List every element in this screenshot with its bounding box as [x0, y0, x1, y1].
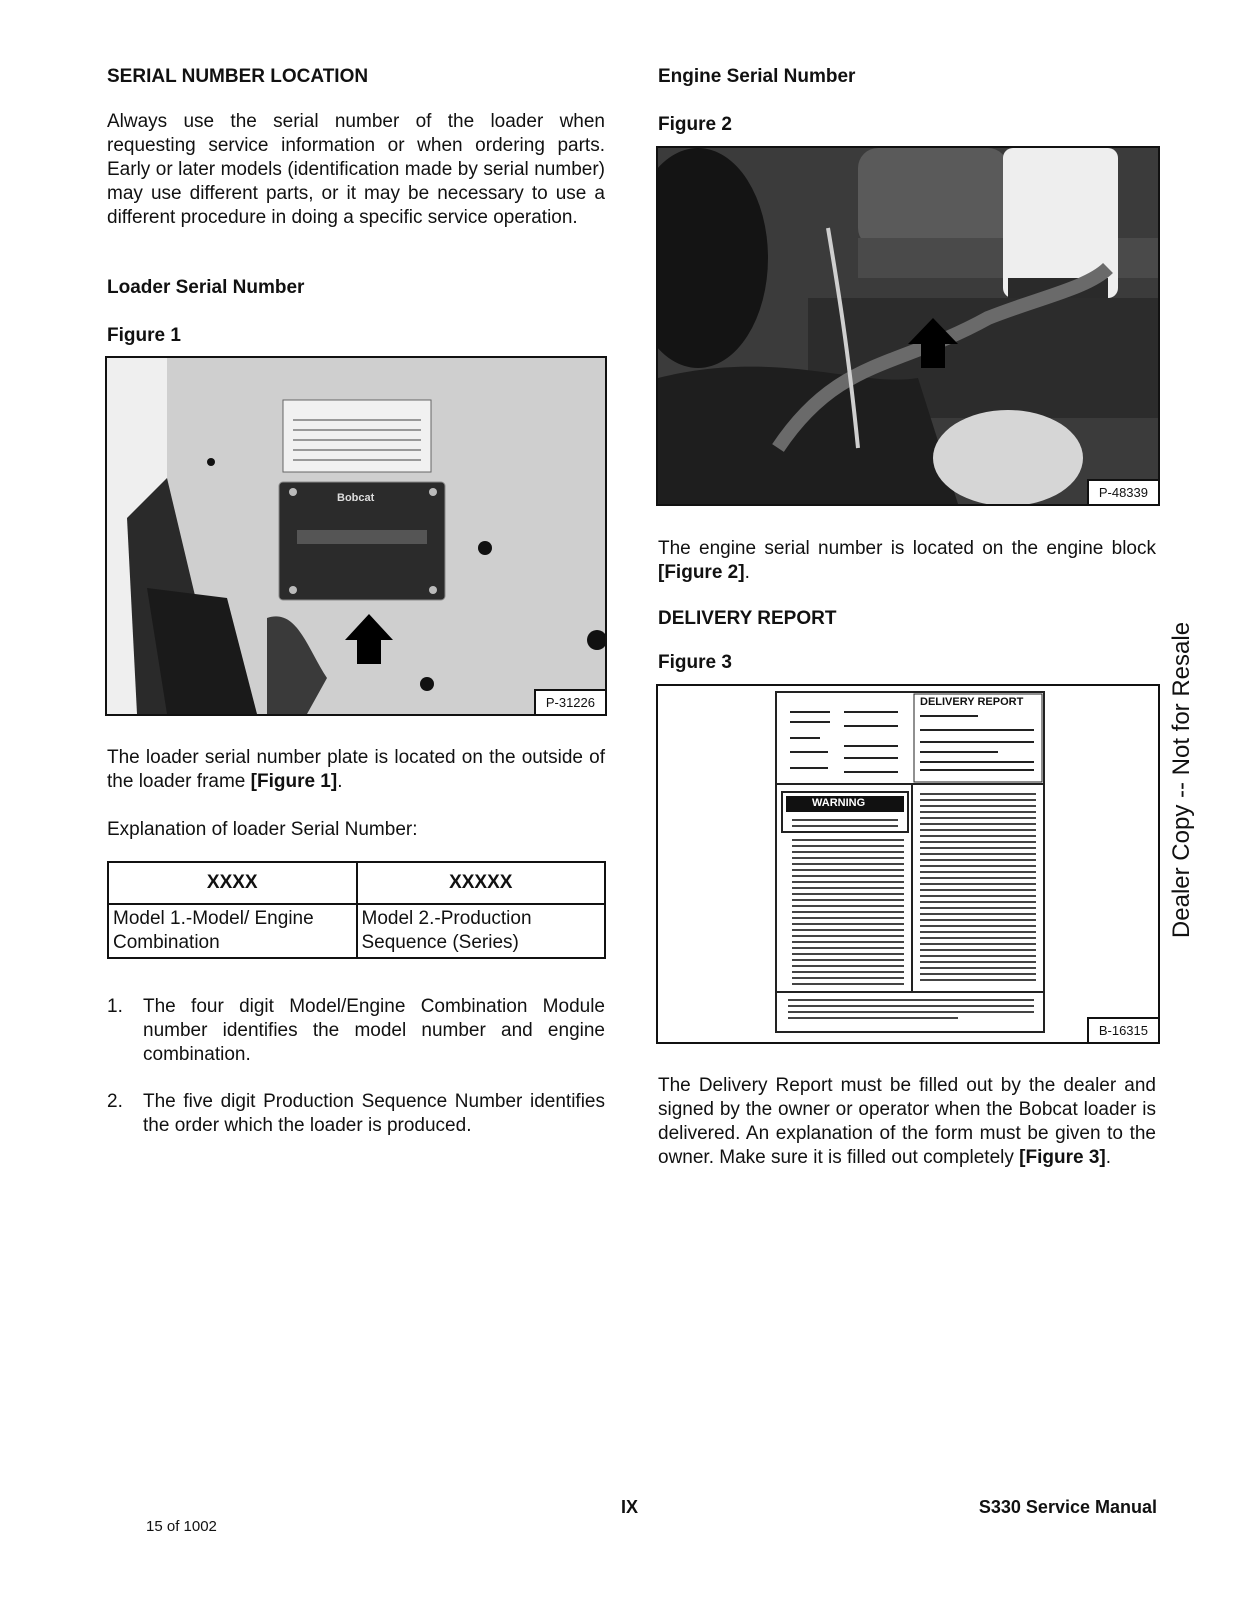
figure-1-photo: [105, 356, 607, 716]
figure-1-code: P-31226: [534, 689, 607, 716]
explanation-text: Explanation of loader Serial Number:: [107, 819, 418, 840]
figure-2-photo: [656, 146, 1160, 506]
loader-serial-heading: Loader Serial Number: [107, 277, 305, 298]
intro-paragraph: Always use the serial number of the loader when requesting service information or when ordering parts. Early or later models (identification made by serial number) may use different parts, or it may be necessary to use a different procedure in doing a specific service operation.: [107, 111, 605, 228]
table-header-model: XXXX: [108, 862, 357, 904]
list-item: 2. The five digit Production Sequence Number identifies the order which the loader is produced.: [107, 1091, 605, 1136]
delivery-report-text: The Delivery Report must be filled out by the dealer and signed by the owner or operator when the Bobcat loader is delivered. An explanation of the form must be given to the owner. Make sure it is filled out completely [Figure 3].: [658, 1075, 1156, 1168]
serial-number-table: [107, 861, 606, 959]
side-watermark: Dealer Copy -- Not for Resale: [1168, 621, 1195, 939]
figure-3-code: B-16315: [1087, 1017, 1160, 1044]
list-item: 1. The four digit Model/Engine Combination Module number identifies the model number and engine combination.: [107, 996, 605, 1065]
form-warning: WARNING: [812, 797, 866, 809]
delivery-report-heading: DELIVERY REPORT: [658, 608, 837, 629]
section-title: SERIAL NUMBER LOCATION: [107, 66, 369, 87]
table-cell-sequence: Model 2.-Production Sequence (Series): [357, 904, 606, 958]
figure-2-code: P-48339: [1087, 479, 1160, 506]
figure-1-caption: The loader serial number plate is located on the outside of the loader frame [Figure 1].: [107, 747, 605, 792]
manual-title: S330 Service Manual: [978, 1497, 1157, 1517]
page-number: IX: [621, 1497, 639, 1517]
figure-3-form: [656, 684, 1160, 1044]
figure-1-title: Figure 1: [107, 325, 181, 346]
figure-3-title: Figure 3: [658, 652, 732, 673]
engine-serial-heading: Engine Serial Number: [658, 66, 856, 87]
plate-brand: Bobcat: [337, 492, 375, 504]
figure-2-caption: The engine serial number is located on the engine block [Figure 2].: [658, 538, 1156, 583]
page-count: 15 of 1002: [146, 1518, 217, 1535]
table-cell-model: Model 1.-Model/ Engine Combination: [108, 904, 357, 958]
table-header-sequence: XXXXX: [357, 862, 606, 904]
figure-2-title: Figure 2: [658, 114, 732, 135]
form-title: DELIVERY REPORT: [920, 696, 1024, 708]
